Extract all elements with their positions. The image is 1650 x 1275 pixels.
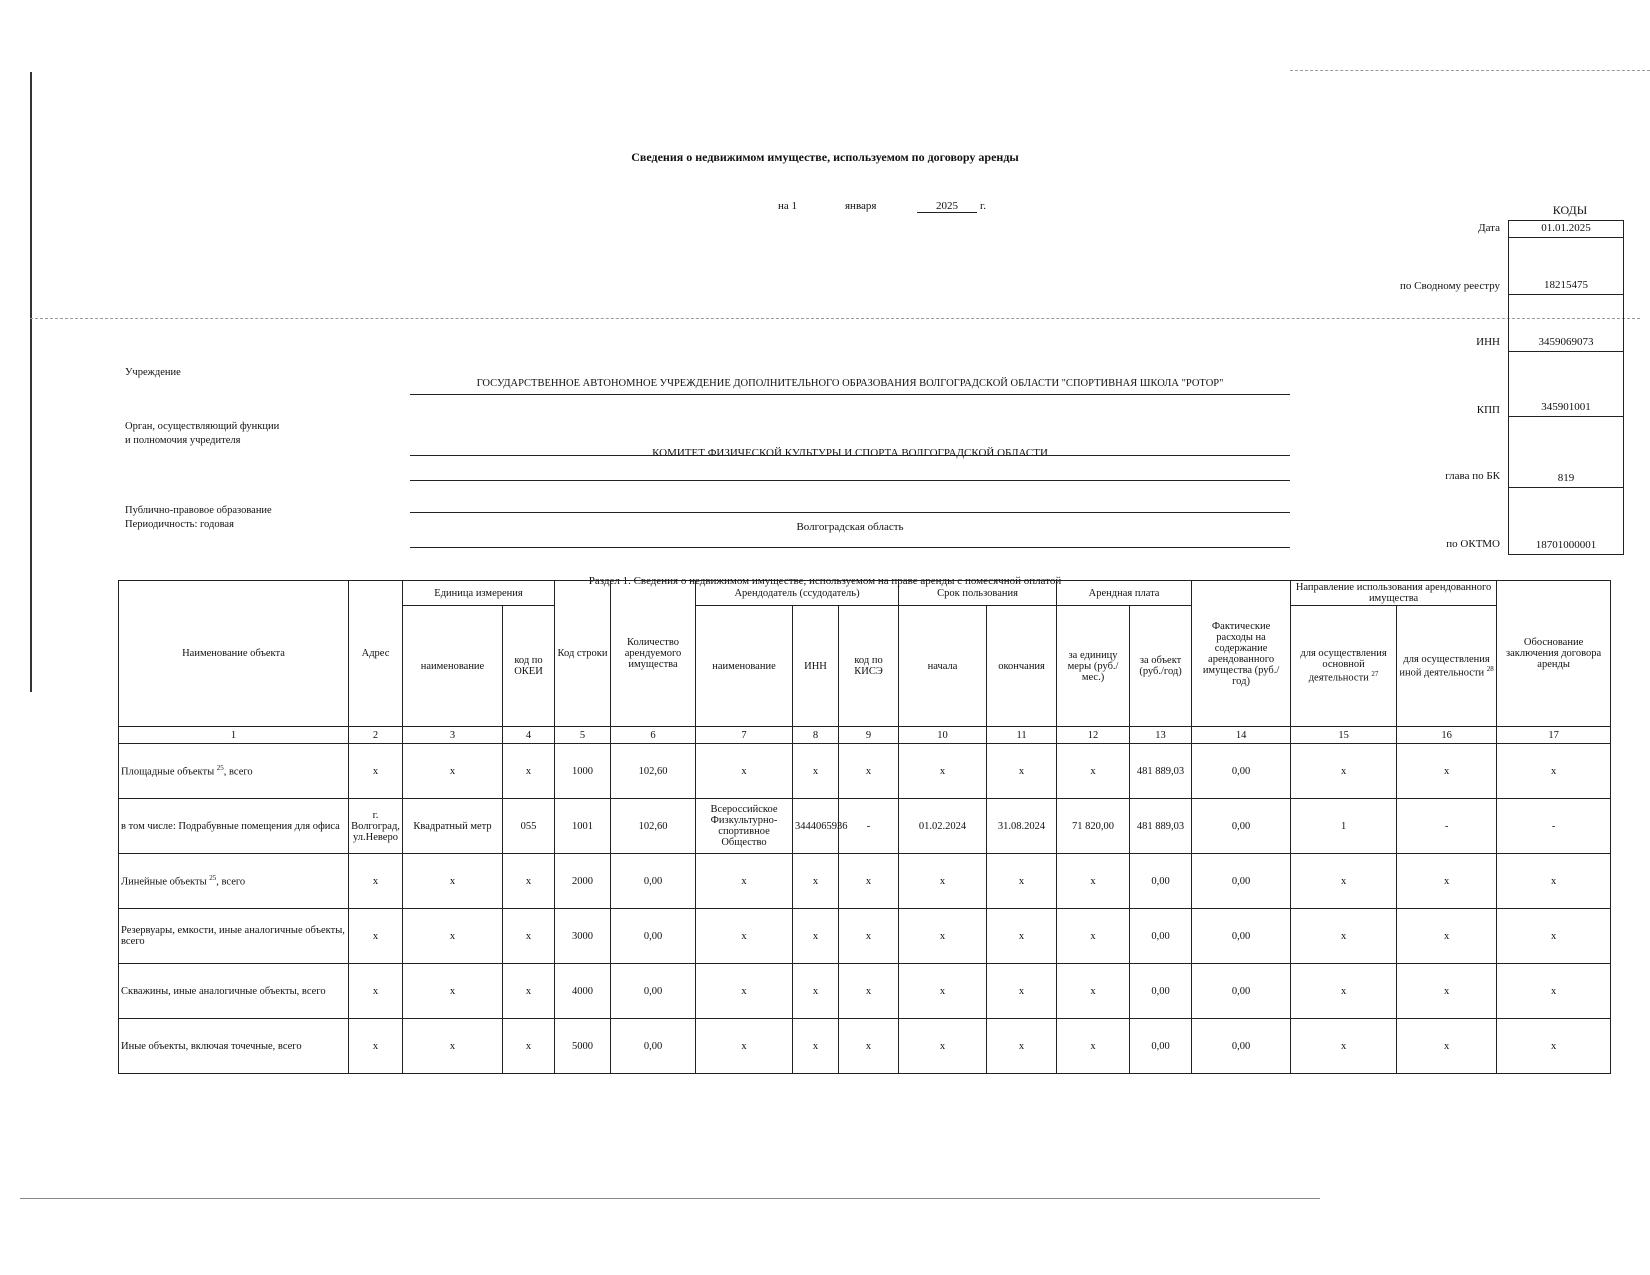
header-usage-other-text: для осуществления иной деятельности <box>1399 653 1490 679</box>
table-cell: 71 820,00 <box>1057 799 1130 854</box>
table-cell: x <box>899 964 987 1019</box>
table-cell: 3000 <box>555 909 611 964</box>
header-rent-unit: за единицу меры (руб./мес.) <box>1057 606 1130 727</box>
table-cell: x <box>1291 744 1397 799</box>
code-oktmo-value: 18701000001 <box>1535 539 1597 551</box>
table-cell: 0,00 <box>1192 909 1291 964</box>
table-cell: 0,00 <box>1130 854 1192 909</box>
code-date <box>1509 221 1623 238</box>
table-cell: x <box>1497 854 1611 909</box>
table-cell: x <box>899 744 987 799</box>
code-inn-label: ИНН <box>1476 336 1500 348</box>
rent-table <box>118 580 1611 1074</box>
table-cell: x <box>1057 854 1130 909</box>
column-number: 12 <box>1057 727 1130 744</box>
table-cell: - <box>839 799 899 854</box>
object-name: Площадные объекты <box>121 766 215 778</box>
table-cell: x <box>839 744 899 799</box>
table-cell: x <box>696 854 793 909</box>
table-cell: x <box>403 1019 503 1074</box>
table-cell: x <box>403 744 503 799</box>
table-body <box>119 727 1611 1074</box>
code-registry-label: по Сводному реестру <box>1400 280 1500 292</box>
table-cell: x <box>1291 909 1397 964</box>
column-number: 17 <box>1497 727 1611 744</box>
institution-underline <box>410 394 1290 395</box>
scan-top-line <box>1290 70 1650 71</box>
table-cell: x <box>899 909 987 964</box>
code-date-label: Дата <box>1478 222 1500 234</box>
column-number: 6 <box>611 727 696 744</box>
table-cell: x <box>793 964 839 1019</box>
table-cell: x <box>1497 964 1611 1019</box>
date-year: 2025 <box>917 200 977 213</box>
table-cell: 1 <box>1291 799 1397 854</box>
object-name: в том числе: Подрабувные помещения для офиса <box>121 820 340 832</box>
periodicity-label: Периодичность: годовая <box>125 519 234 530</box>
table-cell: 0,00 <box>1130 909 1192 964</box>
table-cell: x <box>349 744 403 799</box>
table-cell: x <box>1057 1019 1130 1074</box>
header-lessor-kise: код по КИСЭ <box>839 606 899 727</box>
table-cell: x <box>349 1019 403 1074</box>
table-cell: x <box>503 1019 555 1074</box>
table-cell: x <box>839 909 899 964</box>
object-name: Резервуары, емкости, иные аналогичные объекты, всего <box>121 925 345 947</box>
table-cell: 2000 <box>555 854 611 909</box>
table-cell: 0,00 <box>1130 1019 1192 1074</box>
column-number-row <box>119 727 1611 744</box>
header-address: Адрес <box>349 581 403 727</box>
table-cell: x <box>503 964 555 1019</box>
table-cell: x <box>403 909 503 964</box>
code-oktmo <box>1509 488 1623 554</box>
table-cell: x <box>503 744 555 799</box>
column-number: 5 <box>555 727 611 744</box>
code-oktmo-label: по ОКТМО <box>1446 538 1500 550</box>
header-basis: Обоснование заключения договора аренды <box>1497 581 1611 727</box>
table-cell: 481 889,03 <box>1130 799 1192 854</box>
header-lessor: Арендодатель (ссудодатель) <box>696 581 899 606</box>
table-cell: - <box>1397 799 1497 854</box>
column-number: 1 <box>119 727 349 744</box>
table-cell: x <box>1291 1019 1397 1074</box>
table-cell: 102,60 <box>611 744 696 799</box>
header-row-code: Код строки <box>555 581 611 727</box>
code-date-value: 01.01.2025 <box>1541 222 1591 234</box>
code-bk <box>1509 417 1623 488</box>
table-cell: x <box>696 964 793 1019</box>
object-name: Линейные объекты <box>121 876 207 888</box>
column-number: 10 <box>899 727 987 744</box>
table-cell: 0,00 <box>611 1019 696 1074</box>
table-row <box>119 1019 1611 1074</box>
table-cell: 0,00 <box>1192 854 1291 909</box>
codes-title: КОДЫ <box>1552 203 1588 217</box>
object-name-cell <box>119 909 349 964</box>
table-cell: x <box>987 744 1057 799</box>
public-entity-label: Публично-правовое образование <box>125 505 272 516</box>
column-number: 11 <box>987 727 1057 744</box>
header-quantity: Количество арендуемого имущества <box>611 581 696 727</box>
table-cell: 5000 <box>555 1019 611 1074</box>
header-rent: Арендная плата <box>1057 581 1192 606</box>
code-kpp-value: 345901001 <box>1541 401 1591 413</box>
founder-value: КОМИТЕТ ФИЗИЧЕСКОЙ КУЛЬТУРЫ И СПОРТА ВОЛГОГРАДСКОЙ ОБЛАСТИ <box>652 447 1048 459</box>
table-cell: x <box>793 744 839 799</box>
table-row <box>119 799 1611 854</box>
code-inn <box>1509 295 1623 352</box>
column-number: 13 <box>1130 727 1192 744</box>
table-cell: 055 <box>503 799 555 854</box>
table-cell: x <box>987 854 1057 909</box>
scan-edge-line <box>30 72 32 692</box>
header-term: Срок пользования <box>899 581 1057 606</box>
table-cell: x <box>899 1019 987 1074</box>
table-cell: 1001 <box>555 799 611 854</box>
header-expenses: Фактические расходы на содержание арендованного имущества (руб./год) <box>1192 581 1291 727</box>
table-cell: x <box>1057 964 1130 1019</box>
column-number: 7 <box>696 727 793 744</box>
founder-label-line2: и полномочия учредителя <box>125 435 241 446</box>
column-number: 8 <box>793 727 839 744</box>
table-cell: x <box>696 909 793 964</box>
header-rent-object: за объект (руб./год) <box>1130 606 1192 727</box>
table-cell: x <box>1397 744 1497 799</box>
object-name-cell <box>119 854 349 909</box>
table-row <box>119 909 1611 964</box>
institution-label: Учреждение <box>125 367 181 378</box>
table-cell: Квадратный метр <box>403 799 503 854</box>
code-inn-value: 3459069073 <box>1538 336 1594 348</box>
table-cell: x <box>403 964 503 1019</box>
table-cell: 0,00 <box>1192 799 1291 854</box>
object-name-note: 25 <box>216 764 224 773</box>
column-number: 3 <box>403 727 503 744</box>
table-cell: 0,00 <box>1192 1019 1291 1074</box>
object-name: Скважины, иные аналогичные объекты, всего <box>121 985 326 997</box>
object-name-cell <box>119 1019 349 1074</box>
table-cell: 0,00 <box>1192 964 1291 1019</box>
table-cell: x <box>839 1019 899 1074</box>
scan-fold-line <box>30 318 1640 319</box>
codes-box <box>1508 220 1624 555</box>
column-number: 14 <box>1192 727 1291 744</box>
document-title: Сведения о недвижимом имуществе, используемом по договору аренды <box>631 150 1019 164</box>
table-cell: 3444065936 <box>793 799 839 854</box>
table-cell: x <box>987 909 1057 964</box>
table-cell: 0,00 <box>611 964 696 1019</box>
table-cell: 0,00 <box>611 909 696 964</box>
object-name-tail: , всего <box>216 876 246 888</box>
founder-label-line1: Орган, осуществляющий функции <box>125 421 280 432</box>
table-cell: 481 889,03 <box>1130 744 1192 799</box>
table-cell: x <box>793 1019 839 1074</box>
table-cell: - <box>1497 799 1611 854</box>
public-entity-value: Волгоградская область <box>796 521 904 533</box>
header-name: Наименование объекта <box>119 581 349 727</box>
table-cell: x <box>1397 854 1497 909</box>
table-cell: x <box>1497 1019 1611 1074</box>
code-kpp <box>1509 352 1623 417</box>
object-name-cell <box>119 744 349 799</box>
table-cell: x <box>503 854 555 909</box>
table-cell: x <box>1291 854 1397 909</box>
table-cell: x <box>1057 909 1130 964</box>
table-cell: x <box>793 909 839 964</box>
table-cell: x <box>1397 964 1497 1019</box>
header-usage-other-note: 28 <box>1486 664 1494 673</box>
header-usage-main-text: для осуществления основной деятельности <box>1300 648 1387 684</box>
header-usage-main-note: 27 <box>1371 670 1379 679</box>
table-row <box>119 964 1611 1019</box>
table-cell: x <box>899 854 987 909</box>
table-cell: x <box>503 909 555 964</box>
scan-bottom-line <box>20 1198 1320 1199</box>
institution-value: ГОСУДАРСТВЕННОЕ АВТОНОМНОЕ УЧРЕЖДЕНИЕ ДОПОЛНИТЕЛЬНОГО ОБРАЗОВАНИЯ ВОЛГОГРАДСКОЙ ОБЛАСТИ "СПОРТИВНАЯ ШКОЛА "РОТОР" <box>476 378 1224 389</box>
table-cell: 01.02.2024 <box>899 799 987 854</box>
object-name: Иные объекты, включая точечные, всего <box>121 1040 302 1052</box>
date-suffix: г. <box>980 200 987 212</box>
column-number: 9 <box>839 727 899 744</box>
column-number: 16 <box>1397 727 1497 744</box>
table-cell: 31.08.2024 <box>987 799 1057 854</box>
section-title: Раздел 1. Сведения о недвижимом имуществе, используемом на праве аренды с помесячной оплатой <box>588 575 1062 587</box>
table-cell: x <box>1397 1019 1497 1074</box>
date-month: января <box>845 200 877 212</box>
table-cell: 0,00 <box>611 854 696 909</box>
table-cell: x <box>987 1019 1057 1074</box>
table-cell: x <box>839 854 899 909</box>
table-cell: 1000 <box>555 744 611 799</box>
table-cell: 102,60 <box>611 799 696 854</box>
table-cell: x <box>839 964 899 1019</box>
table-cell: x <box>349 909 403 964</box>
code-registry-value: 18215475 <box>1544 279 1588 291</box>
code-kpp-label: КПП <box>1476 404 1500 416</box>
header-lessor-name: наименование <box>696 606 793 727</box>
table-cell: x <box>1057 744 1130 799</box>
column-number: 4 <box>503 727 555 744</box>
founder-underline-top <box>410 455 1290 456</box>
column-number: 2 <box>349 727 403 744</box>
column-number: 15 <box>1291 727 1397 744</box>
public-entity-underline <box>410 547 1290 548</box>
header-usage-other <box>1397 606 1497 727</box>
header-usage-main <box>1291 606 1397 727</box>
table-cell: x <box>403 854 503 909</box>
table-cell: x <box>349 964 403 1019</box>
object-name-cell <box>119 799 349 854</box>
table-cell: 0,00 <box>1192 744 1291 799</box>
object-name-note: 25 <box>209 874 217 883</box>
table-cell: x <box>1497 744 1611 799</box>
object-name-tail: , всего <box>223 766 253 778</box>
code-bk-value: 819 <box>1557 472 1575 484</box>
table-header-row-1 <box>119 581 1611 606</box>
code-bk-label: глава по БК <box>1445 470 1500 482</box>
date-prefix: на 1 <box>778 200 798 212</box>
table-cell: x <box>1291 964 1397 1019</box>
table-cell: x <box>696 744 793 799</box>
table-cell: 0,00 <box>1130 964 1192 1019</box>
header-unit-code: код по ОКЕИ <box>503 606 555 727</box>
header-unit: Единица измерения <box>403 581 555 606</box>
table-cell: 4000 <box>555 964 611 1019</box>
table-cell: г. Волгоград, ул.Неверо <box>349 799 403 854</box>
table-cell: x <box>987 964 1057 1019</box>
header-term-start: начала <box>899 606 987 727</box>
table-row <box>119 854 1611 909</box>
founder-underline <box>410 480 1290 481</box>
header-lessor-inn: ИНН <box>793 606 839 727</box>
header-unit-name: наименование <box>403 606 503 727</box>
header-term-end: окончания <box>987 606 1057 727</box>
table-cell: Всероссийское Физкультурно-спортивное Общество <box>696 799 793 854</box>
table-cell: x <box>696 1019 793 1074</box>
code-registry <box>1509 238 1623 295</box>
table-cell: x <box>1397 909 1497 964</box>
header-usage: Направление использования арендованного имущества <box>1291 581 1497 606</box>
table-cell: x <box>349 854 403 909</box>
table-cell: x <box>1497 909 1611 964</box>
table-row <box>119 744 1611 799</box>
object-name-cell <box>119 964 349 1019</box>
public-entity-underline-top <box>410 512 1290 513</box>
table-cell: x <box>793 854 839 909</box>
